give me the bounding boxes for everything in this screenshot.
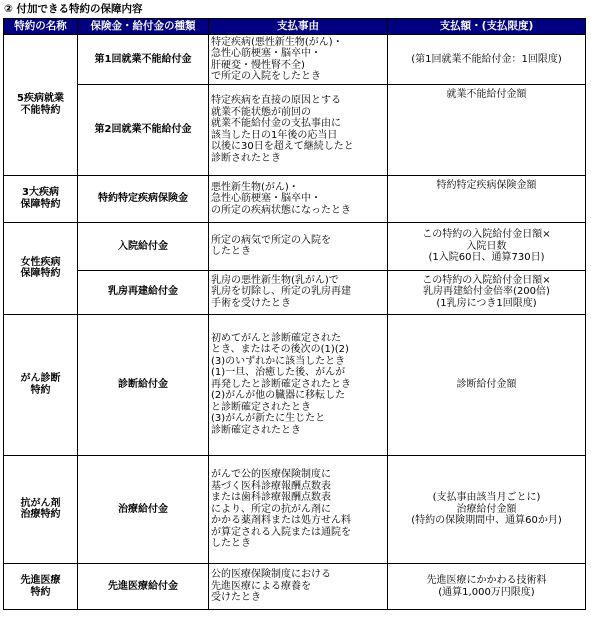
reason-line: 乳房の悪性新生物(乳がん)で xyxy=(211,274,339,286)
amount-line: (支払事由該当月ごとに) xyxy=(432,492,541,504)
reason-line: 診断されたとき xyxy=(211,152,281,164)
payment-reason-cell xyxy=(209,314,388,455)
benefit-type-cell: 乳房再建給付金 xyxy=(78,270,209,314)
payment-reason-cell xyxy=(209,85,388,176)
table-header-row xyxy=(4,19,586,35)
benefit-type-cell: 特約特定疾病保険金 xyxy=(78,175,209,222)
reason-line: (3)がんが新たに生じたと xyxy=(211,413,326,425)
amount-line: 就業不能給付金額 xyxy=(446,89,527,101)
table-row xyxy=(4,85,586,176)
reason-line: かかる薬剤料または処方せん料 xyxy=(211,515,351,527)
rider-name-line: 特約 xyxy=(30,586,51,598)
rider-name-line: 不能特約 xyxy=(20,104,61,116)
reason-line: (1)一旦、治癒した後、がんが xyxy=(211,367,346,379)
rider-name-line: 抗がん剤 xyxy=(20,497,61,509)
table-row xyxy=(4,455,586,564)
benefit-type-cell: 第1回就業不能給付金 xyxy=(78,35,209,85)
payment-reason-cell xyxy=(209,175,388,222)
reason-line: (3)のいずれかに該当したとき xyxy=(211,355,346,367)
amount-line: (第1回就業不能給付金：1回限度) xyxy=(411,53,562,65)
table-row xyxy=(4,564,586,610)
page-title: ② 付加できる特約の保障内容 xyxy=(4,3,143,15)
benefit-type-cell: 診断給付金 xyxy=(78,314,209,455)
payment-reason-cell xyxy=(209,222,388,270)
reason-line: 診断確定されたとき xyxy=(211,424,301,436)
reason-line: により、所定の抗がん剤に xyxy=(211,503,331,515)
reason-line: の所定の疾病状態になったとき xyxy=(211,204,351,216)
reason-line: 基づく医科診療報酬点数表 xyxy=(211,480,331,492)
reason-line: 特定疾病を直接の原因とする xyxy=(211,95,341,107)
rider-benefits-table xyxy=(3,18,586,610)
amount-line: (1入院60日、通算730日) xyxy=(428,252,545,264)
benefit-type-cell: 入院給付金 xyxy=(78,222,209,270)
header-benefit-type: 保険金・給付金の種類 xyxy=(78,19,209,35)
table-row xyxy=(4,270,586,314)
reason-line: 急性心筋梗塞・脳卒中・ xyxy=(211,48,321,60)
reason-line: が算定される入院または通院を xyxy=(211,526,351,538)
amount-line: (通算1,000万円限度) xyxy=(438,586,535,598)
benefit-type-cell: 先進医療給付金 xyxy=(78,564,209,610)
rider-name-cell xyxy=(4,455,78,564)
reason-line: 特定疾病(悪性新生物(がん)・ xyxy=(211,36,343,48)
reason-line: または歯科診療報酬点数表 xyxy=(211,492,331,504)
rider-name-cell xyxy=(4,564,78,610)
header-payment-reason: 支払事由 xyxy=(209,19,388,35)
reason-line: 就業不能状態が前回の xyxy=(211,106,311,118)
rider-name-cell xyxy=(4,222,78,314)
table-row xyxy=(4,175,586,222)
reason-line: 初めてがんと診断確定された xyxy=(211,332,341,344)
header-payment-amount: 支払額・(支払限度) xyxy=(388,19,586,35)
reason-line: したとき xyxy=(211,246,251,258)
payment-amount-cell xyxy=(388,455,586,564)
payment-reason-cell xyxy=(209,455,388,564)
reason-line: 先進医療による療養を xyxy=(211,580,311,592)
rider-name-line: 特約 xyxy=(30,384,51,396)
rider-name-line: 女性疾病 xyxy=(20,256,61,268)
table-row xyxy=(4,35,586,85)
reason-line: (2)がんが他の臓器に移転した xyxy=(211,390,346,402)
reason-line: 以後に30日を超えて継続したと xyxy=(211,141,354,153)
payment-reason-cell xyxy=(209,564,388,610)
payment-reason-cell xyxy=(209,35,388,85)
reason-line: 公的医療保険制度における xyxy=(211,569,331,581)
payment-amount-cell xyxy=(388,222,586,270)
amount-line: 先進医療にかかわる技術料 xyxy=(426,575,547,587)
reason-line: 手術を受けたとき xyxy=(211,297,291,309)
reason-line: がんで公的医療保険制度に xyxy=(211,469,331,481)
amount-line: 特約特定疾病保険金額 xyxy=(436,179,537,191)
rider-name-cell xyxy=(4,314,78,455)
amount-line: 乳房再建給付金倍率(200倍) xyxy=(423,286,550,298)
reason-line: 急性心筋梗塞・脳卒中・ xyxy=(211,193,321,205)
rider-name-line: 先進医療 xyxy=(20,575,61,587)
rider-name-cell xyxy=(4,35,78,176)
payment-amount-cell xyxy=(388,564,586,610)
rider-name-line: 3大疾病 xyxy=(22,187,59,199)
reason-line: したとき xyxy=(211,538,251,550)
reason-line: 受けたとき xyxy=(211,592,261,604)
reason-line: 肝硬変・慢性腎不全) xyxy=(211,59,305,71)
rider-name-line: 保障特約 xyxy=(20,198,61,210)
amount-line: この特約の入院給付金日額× xyxy=(422,274,551,286)
reason-line: で所定の入院をしたとき xyxy=(211,71,321,83)
reason-line: とき、またはその後次の(1)(2) xyxy=(211,344,349,356)
payment-amount-cell xyxy=(388,35,586,85)
rider-name-line: 治療特約 xyxy=(20,509,61,521)
reason-line: 悪性新生物(がん)・ xyxy=(211,181,299,193)
rider-name-cell xyxy=(4,175,78,222)
payment-reason-cell xyxy=(209,270,388,314)
amount-line: 診断給付金額 xyxy=(456,378,517,390)
reason-line: 再発したと診断確定されたとき xyxy=(211,378,351,390)
reason-line: と診断確定されたとき xyxy=(211,401,311,413)
reason-line: 乳房を切除し、所定の乳房再建 xyxy=(211,286,351,298)
amount-line: この特約の入院給付金日額× xyxy=(422,229,551,241)
payment-amount-cell xyxy=(388,270,586,314)
reason-line: 就業不能給付金の支払事由に xyxy=(211,118,341,130)
rider-name-line: 保障特約 xyxy=(20,268,61,280)
amount-line: 入院日数 xyxy=(466,240,507,252)
payment-amount-cell xyxy=(388,314,586,455)
benefit-type-cell: 治療給付金 xyxy=(78,455,209,564)
amount-line: (1乳房につき1回限度) xyxy=(436,297,537,309)
rider-name-line: がん診断 xyxy=(20,373,61,385)
payment-amount-cell xyxy=(388,175,586,222)
amount-line: (特約の保険期間中、通算60か月) xyxy=(411,515,562,527)
table-row xyxy=(4,314,586,455)
reason-line: 所定の病気で所定の入院を xyxy=(211,234,331,246)
amount-line: 治療給付金額 xyxy=(456,503,517,515)
rider-name-line: 5疾病就業 xyxy=(17,93,64,105)
reason-line: 該当した日の1年後の応当日 xyxy=(211,129,338,141)
header-rider-name: 特約の名称 xyxy=(4,19,78,35)
payment-amount-cell xyxy=(388,85,586,176)
benefit-type-cell: 第2回就業不能給付金 xyxy=(78,85,209,176)
table-row xyxy=(4,222,586,270)
